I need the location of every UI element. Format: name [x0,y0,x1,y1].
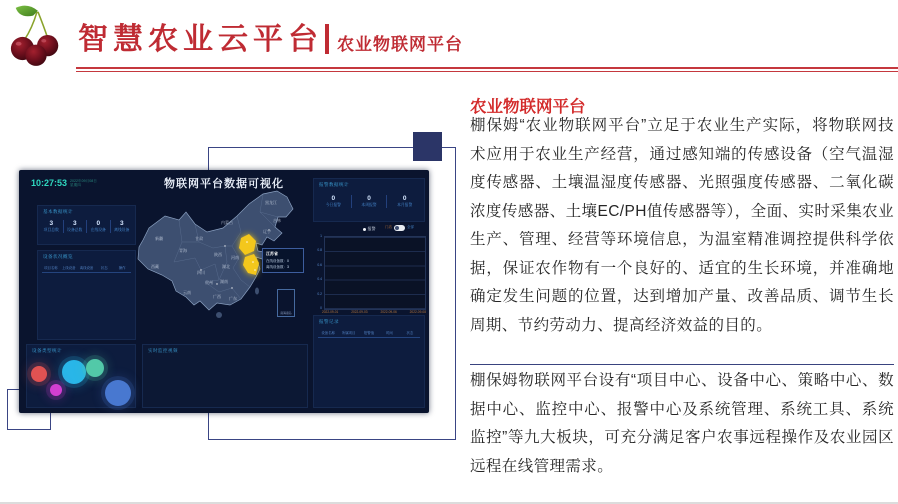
chart-y-axis: 1 0.8 0.6 0.4 0.2 0 [317,234,322,310]
alarm-stats-panel [313,178,425,222]
alarm-chart-plot [324,236,426,310]
chart-x-axis: 2022-09-01 2022-09-03 2022-09-06 2022-09-08 [322,310,426,314]
cherries-logo-icon [8,1,66,69]
device-table-panel [37,250,136,340]
toggle-right-label: 全部 [407,225,414,230]
toggle-switch [394,225,405,231]
device-table-title: 设备状况概览 [43,254,73,259]
header-rule [76,67,898,72]
dashboard-screenshot [19,170,429,413]
base-stats-title: 基本数据统计 [43,209,73,214]
video-panel-title: 实时监控视频 [148,348,178,353]
svg-text:贵州: 贵州 [205,280,213,285]
svg-text:辽宁: 辽宁 [263,229,271,234]
page-title: 智慧农业云平台 [78,23,323,56]
svg-text:湖南: 湖南 [220,279,228,284]
decorative-navy-square [413,132,442,161]
alarm-table-title: 报警记录 [319,319,339,324]
clock-weekday: 星期四 [70,183,81,187]
alarm-table-header: 设备名称 所属项目 报警值 时间 状态 [318,330,420,338]
dashboard-title: 物联网平台数据可视化 [164,178,284,190]
article-divider [470,364,894,365]
bubble-panel-title: 设备类型统计 [32,348,62,353]
base-stats-panel [37,205,136,245]
stat-alarm-week: 0 本周报警 [351,195,387,208]
svg-text:甘肃: 甘肃 [195,236,203,241]
legend-label: 报警 [367,226,376,231]
video-panel [142,344,308,408]
chart-toggle [385,225,414,231]
svg-text:四川: 四川 [197,270,205,275]
header [78,24,463,55]
toggle-left-label: 门店 [385,225,392,230]
bubble-red [31,366,47,382]
tooltip-online: 在线设备数：0 [266,258,289,263]
toggle-knob [395,226,399,230]
article-heading: 农业物联网平台 [470,98,586,116]
clock-time: 10:27:53 [31,178,68,188]
bubble-cyan [62,360,86,384]
svg-text:黑龙江: 黑龙江 [265,200,277,205]
legend-dot-icon [363,228,366,231]
hainan-shape [216,312,222,318]
svg-text:河南: 河南 [231,255,239,260]
svg-text:云南: 云南 [183,290,191,295]
svg-text:新疆: 新疆 [155,236,163,241]
bubble-blue [105,380,131,406]
svg-text:广东: 广东 [229,296,237,301]
stat-online: 0 在线设备 [86,220,110,233]
alarm-stats-title: 报警数据统计 [319,182,349,187]
device-table-header: 项目名称 上线设备 离线设备 状态 操作 [42,265,131,273]
svg-text:青海: 青海 [179,248,187,253]
tooltip-offline: 离线设备数：3 [266,265,289,269]
alarm-table-panel [313,315,425,408]
bubble-chart-panel [26,344,136,408]
article-paragraph-1: 棚保姆“农业物联网平台”立足于农业生产实际，将物联网技术应用于农业生产经营，通过感知端的传感设备（空气温湿度传感器、土壤温湿度传感器、光照强度传感器、二氧化碳浓度传感器、土壤EC/PH值传感器等），全面、实时采集农业生产、管理、经营等环境信息，为温室精准调控提供科学依据，保证农作物有一个良好的、适宜的生长环境，并准确地确定发生问题的位置，达到增加产量、改善品质、调节生长周期、节约劳动力、提高经济效益的目的。 [470,117,894,334]
stat-projects: 3 项目总数 [43,220,59,232]
stat-devices: 3 设备总数 [63,220,87,233]
inset-label: 南海诸岛 [280,311,292,315]
stat-offline: 3 离线设备 [110,220,134,233]
svg-text:陕西: 陕西 [214,252,222,257]
tooltip-province: 江苏省 [266,251,278,256]
svg-text:吉林: 吉林 [273,218,281,223]
dashboard-clock [31,178,97,188]
svg-text:湖北: 湖北 [222,264,230,269]
clock-date: 2022年09月08日 [70,178,97,183]
stat-alarm-today: 0 今日报警 [325,195,341,207]
bubble-teal [86,359,104,377]
title-separator [325,24,329,54]
south-sea-inset [277,289,295,317]
page-subtitle: 农业物联网平台 [337,35,463,54]
svg-text:西藏: 西藏 [151,264,159,269]
bubble-magenta [50,384,62,396]
article-paragraph-2: 棚保姆物联网平台设有“项目中心、设备中心、策略中心、数据中心、监控中心、报警中心及系统管理、系统工具、系统监控”等九大板块，可充分满足客户农事远程操作及农业园区远程在线管理需求。 [470,372,894,475]
svg-text:广西: 广西 [213,294,221,299]
svg-text:内蒙古: 内蒙古 [221,220,233,225]
taiwan-shape [255,288,259,295]
map-tooltip [262,248,304,273]
stat-alarm-month: 0 本月报警 [386,195,422,208]
